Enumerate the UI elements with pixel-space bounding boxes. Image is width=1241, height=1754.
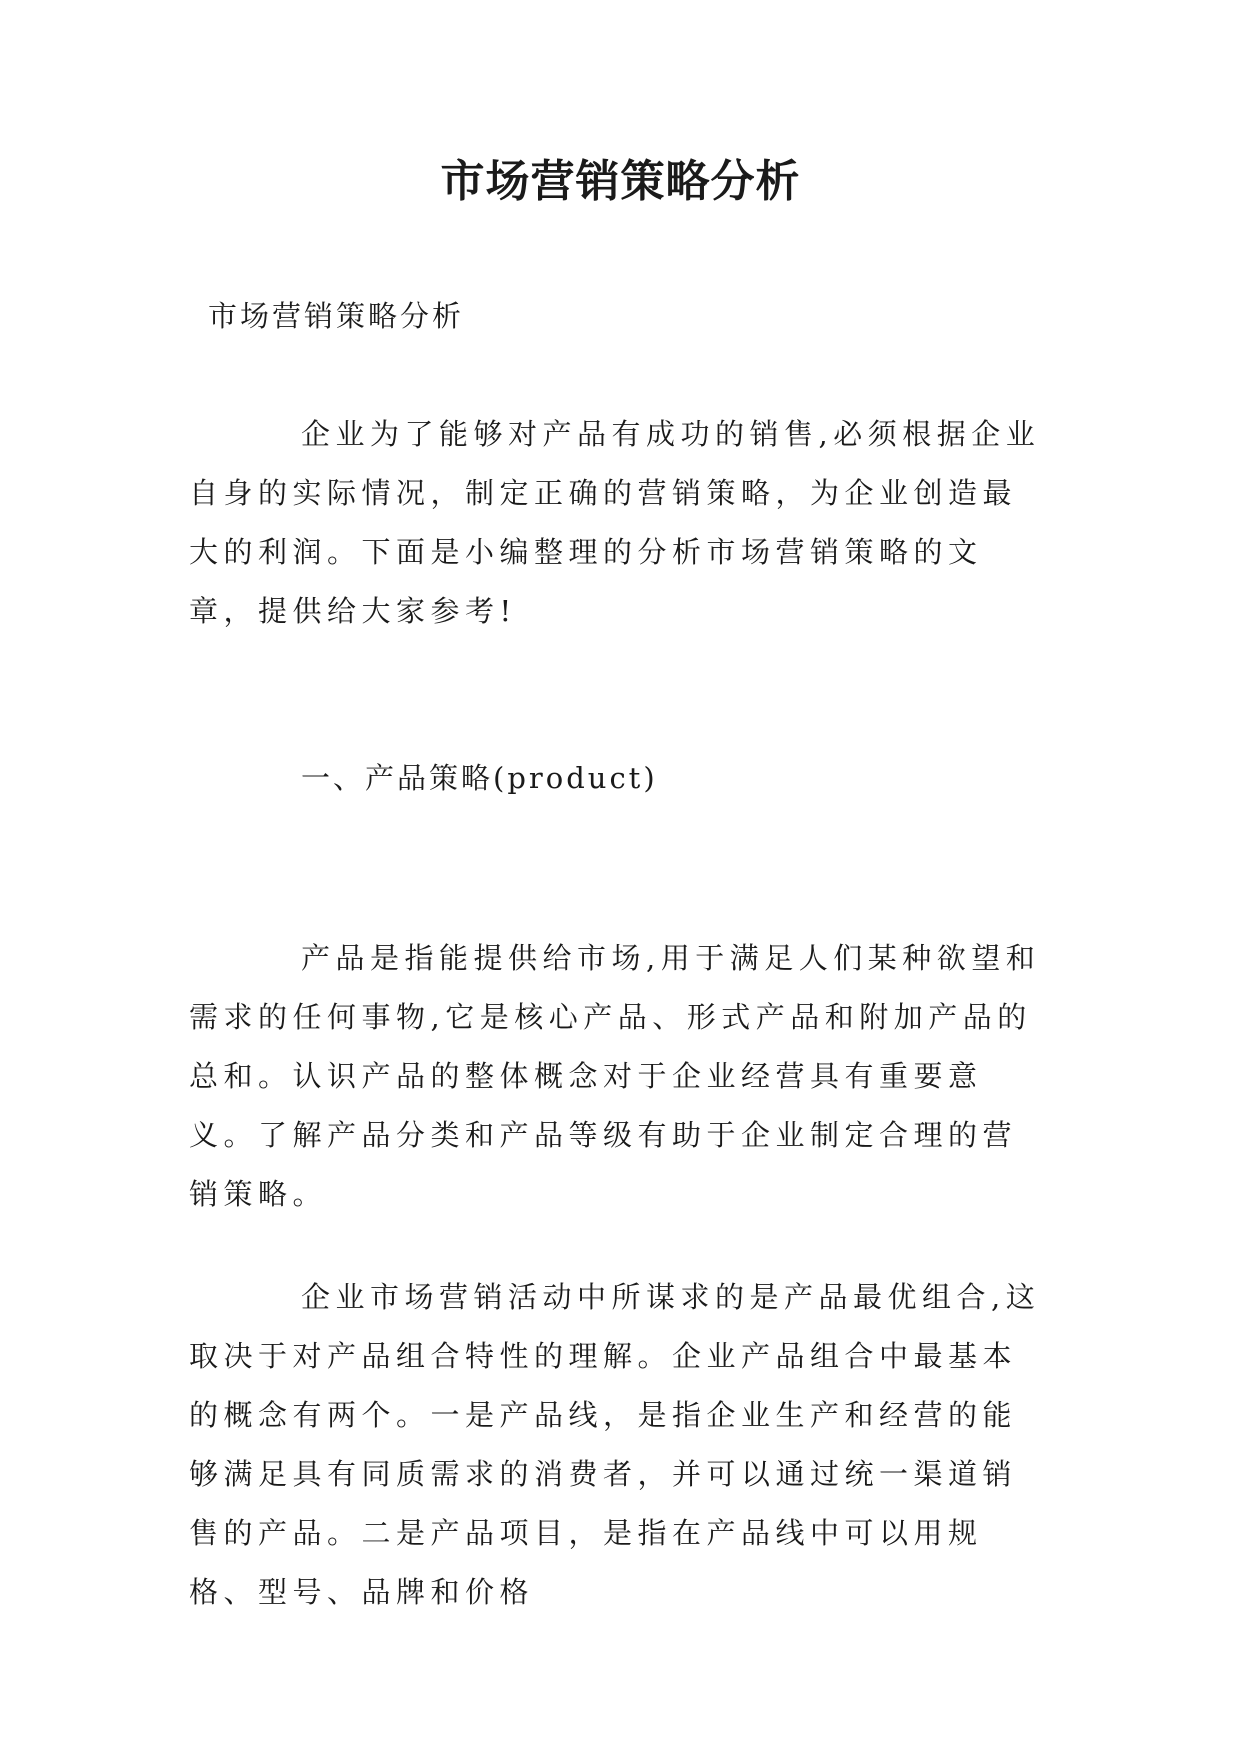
product-definition-paragraph: 产品是指能提供给市场,用于满足人们某种欲望和需求的任何事物,它是核心产品、形式产品和附加产品的总和。认识产品的整体概念对于企业经营具有重要意义。了解产品分类和产品等级有助于企业制定合理的营销策略。 [189, 941, 1041, 1211]
document-title: 市场营销策略分析 [440, 156, 801, 207]
document-subtitle: 市场营销策略分析 [208, 299, 465, 333]
section-heading-product: 一、产品策略(product) [301, 761, 658, 795]
intro-paragraph: 企业为了能够对产品有成功的销售,必须根据企业自身的实际情况，制定正确的营销策略，为企业创造最大的利润。下面是小编整理的分析市场营销策略的文章，提供给大家参考! [189, 417, 1041, 628]
product-mix-paragraph: 企业市场营销活动中所谋求的是产品最优组合,这取决于对产品组合特性的理解。企业产品组合中最基本的概念有两个。一是产品线，是指企业生产和经营的能够满足具有同质需求的消费者，并可以通过统一渠道销售的产品。二是产品项目，是指在产品线中可以用规格、型号、品牌和价格 [189, 1280, 1041, 1609]
